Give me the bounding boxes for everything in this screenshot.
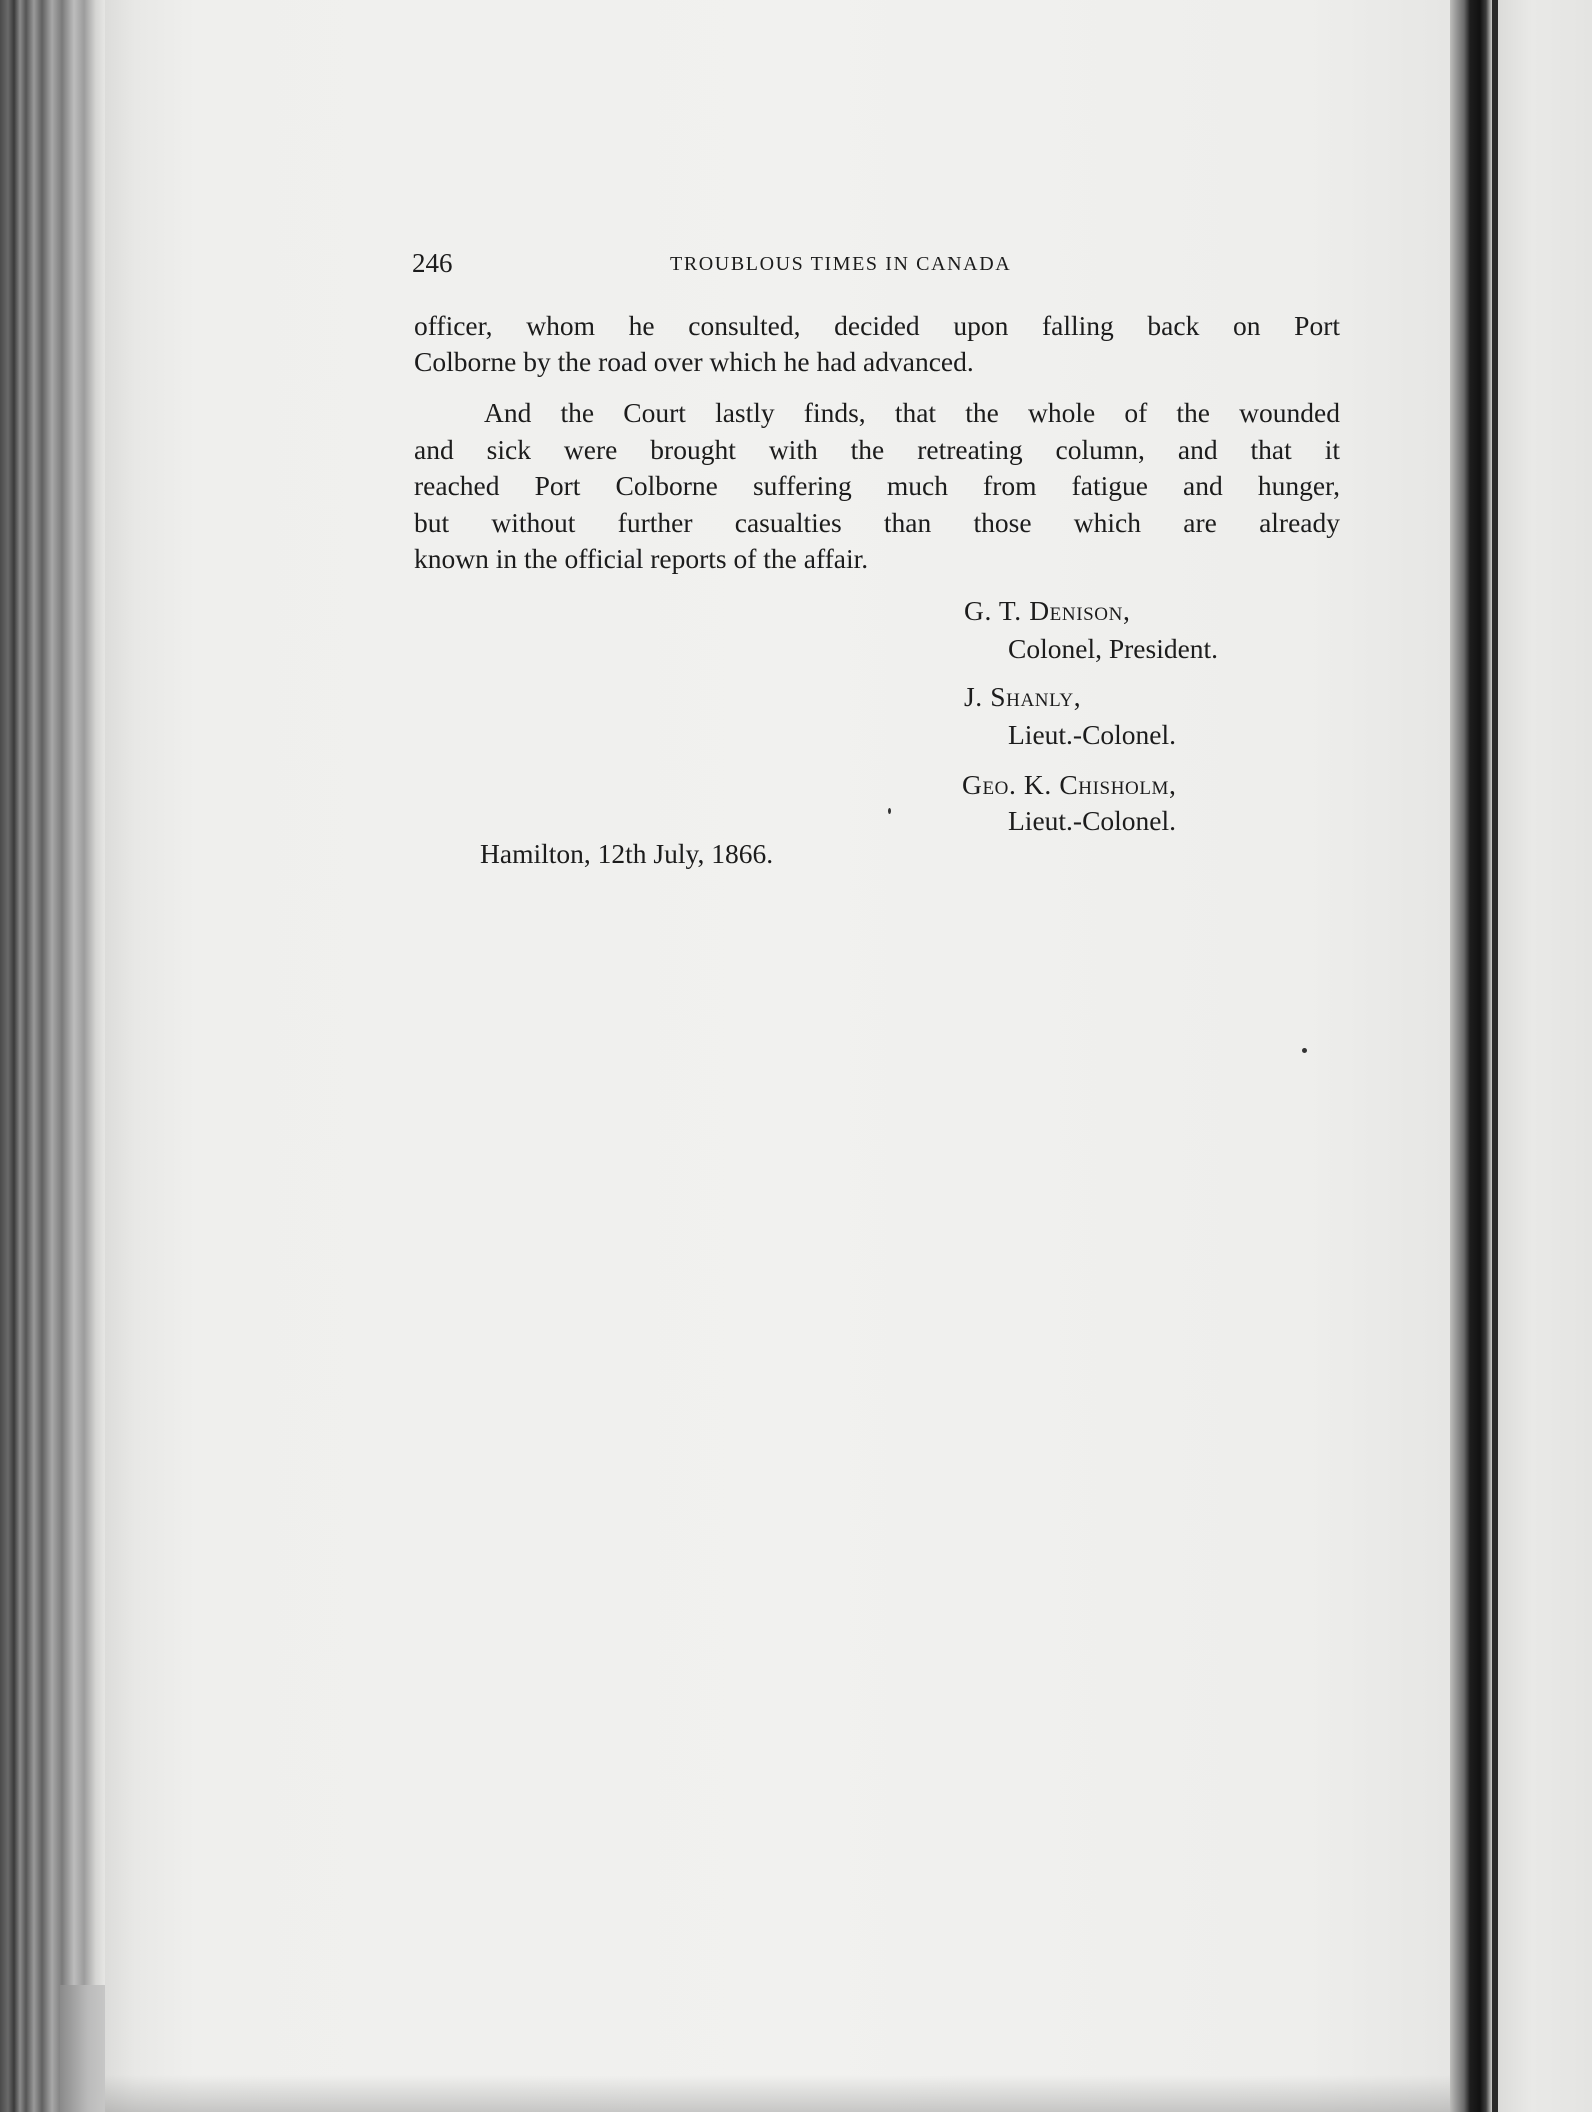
signature-title: Lieut.-Colonel. (1008, 719, 1177, 750)
body-line: reached Port Colborne suffering much from fatigue and hunger, (414, 470, 1340, 501)
signature-title: Colonel, President. (1008, 633, 1219, 664)
facing-page-edge (1492, 0, 1498, 2112)
body-line: And the Court lastly finds, that the whole of the wounded (484, 397, 1340, 428)
body-line: officer, whom he consulted, decided upon falling back on Port (414, 310, 1340, 341)
body-line: Colborne by the road over which he had advanced. (414, 346, 974, 377)
body-line: but without further casualties than those which are already (414, 507, 1340, 538)
scan-speck (888, 808, 891, 814)
body-line: and sick were brought with the retreating column, and that it (414, 434, 1340, 465)
date-line: Hamilton, 12th July, 1866. (480, 838, 774, 869)
running-head (412, 248, 1340, 284)
signature-name: Geo. K. Chisholm, (962, 769, 1177, 800)
page-number: 246 (412, 248, 453, 278)
page-bottom-shadow (105, 2075, 1450, 2112)
body-line: known in the official reports of the affair. (414, 543, 869, 574)
book-page-stack-edge (0, 0, 105, 2112)
signature-name: J. Shanly, (964, 681, 1082, 712)
scan-speck (1302, 1048, 1307, 1053)
signature-name: G. T. Denison, (964, 595, 1131, 626)
facing-page (1492, 0, 1592, 2112)
running-head-title: TROUBLOUS TIMES IN CANADA (670, 253, 1012, 275)
signature-title: Lieut.-Colonel. (1008, 805, 1177, 836)
book-gutter (1450, 0, 1492, 2112)
